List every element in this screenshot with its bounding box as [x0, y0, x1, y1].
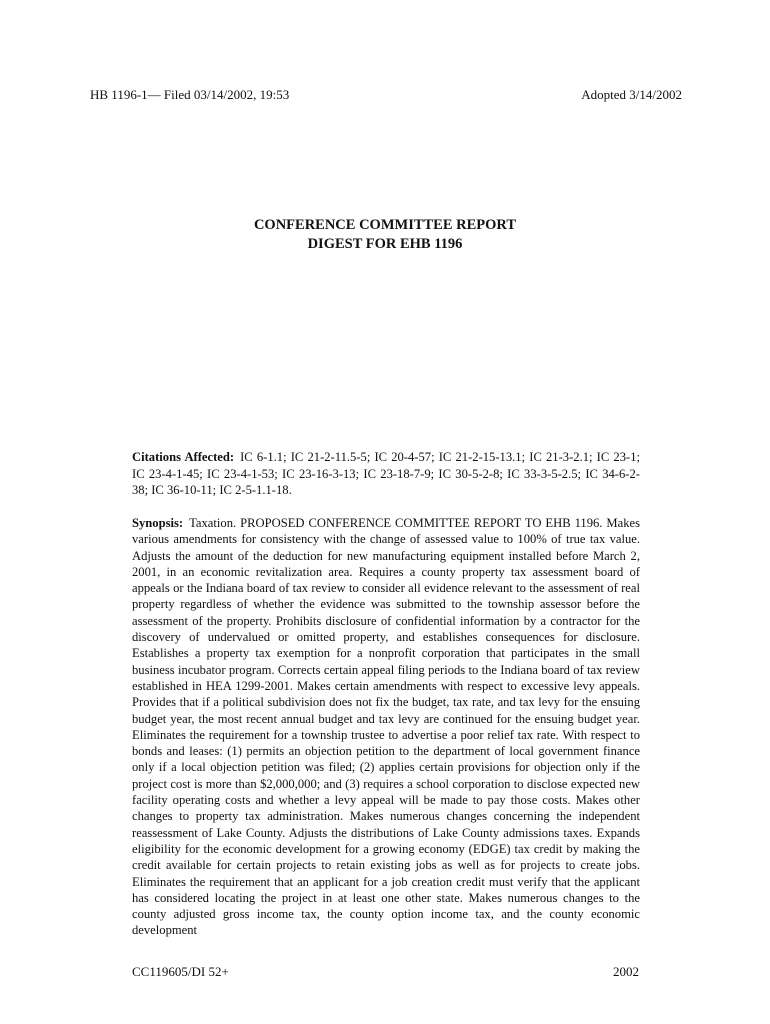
synopsis-label: Synopsis: [132, 516, 184, 530]
citations-section [132, 449, 640, 499]
citations-label: Citations Affected: [132, 450, 235, 464]
adoption-date: Adopted 3/14/2002 [581, 87, 682, 102]
citations-text: IC 6-1.1; IC 21-2-11.5-5; IC 20-4-57; IC 21-2-15-13.1; IC 21-3-2.1; IC 23-1; IC 23-4-1-45; IC 23-4-1-53; IC 23-16-3-13; IC 23-18-7-9; IC 30-5-2-8; IC 33-3-5-2.5; IC 34-6-2-38; IC 36-10-11; IC 2-5-1.1-18. [132, 450, 640, 498]
report-title [0, 216, 770, 254]
synopsis-section [132, 515, 640, 939]
synopsis-text: Taxation. PROPOSED CONFERENCE COMMITTEE REPORT TO EHB 1196. Makes various amendments for consistency with the change of assessed value to 100% of true tax value. Adjusts the amount of the deduction for new manufacturing equipment installed before March 2, 2001, in an economic revitalization area. Requires a county property tax assessment board of appeals or the Indiana board of tax review to consider all evidence relevant to the assessment of real property regardless of whether the evidence was submitted to the township assessor before the assessment of the property. Prohibits disclosure of confidential information by a contractor for the discovery of undervalued or omitted property, and establishes consequences for disclosure. Establishes a property tax exemption for a nonprofit corporation that participates in the small business incubator program. Corrects certain appeal filing periods to the Indiana board of tax review established in HEA 1299-2001. Makes certain amendments with respect to excessive levy appeals. Provides that if a political subdivision does not fix the budget, tax rate, and tax levy for the ensuing budget year, the most recent annual budget and tax levy are continued for the ensuing budget year. Eliminates the requirement for a township trustee to advertise a poor relief tax rate. With respect to bonds and leases: (1) permits an objection petition to the department of local government finance only if a local objection petition was filed; (2) applies certain provisions for objection only if the project cost is more than $2,000,000; and (3) requires a school corporation to disclose expected new facility operating costs and whether a levy appeal will be made to pay those costs. Makes other changes to property tax administration. Makes numerous changes concerning the independent reassessment of Lake County. Adjusts the distributions of Lake County admissions taxes. Expands eligibility for the economic development for a growing economy (EDGE) tax credit by making the credit available for certain projects to retain existing jobs as well as for projects to create jobs. Eliminates the requirement that an applicant for a job creation credit must verify that the applicant has considered locating the project in at least one other state. Makes numerous changes to the county adjusted gross income tax, the county option income tax, and the county economic development [132, 516, 640, 938]
footer-year: 2002 [613, 964, 639, 979]
title-line-2: DIGEST FOR EHB 1196 [307, 236, 463, 252]
filing-info: HB 1196-1— Filed 03/14/2002, 19:53 [90, 87, 290, 102]
title-line-1: CONFERENCE COMMITTEE REPORT [253, 217, 517, 233]
document-code: CC119605/DI 52+ [132, 964, 229, 979]
